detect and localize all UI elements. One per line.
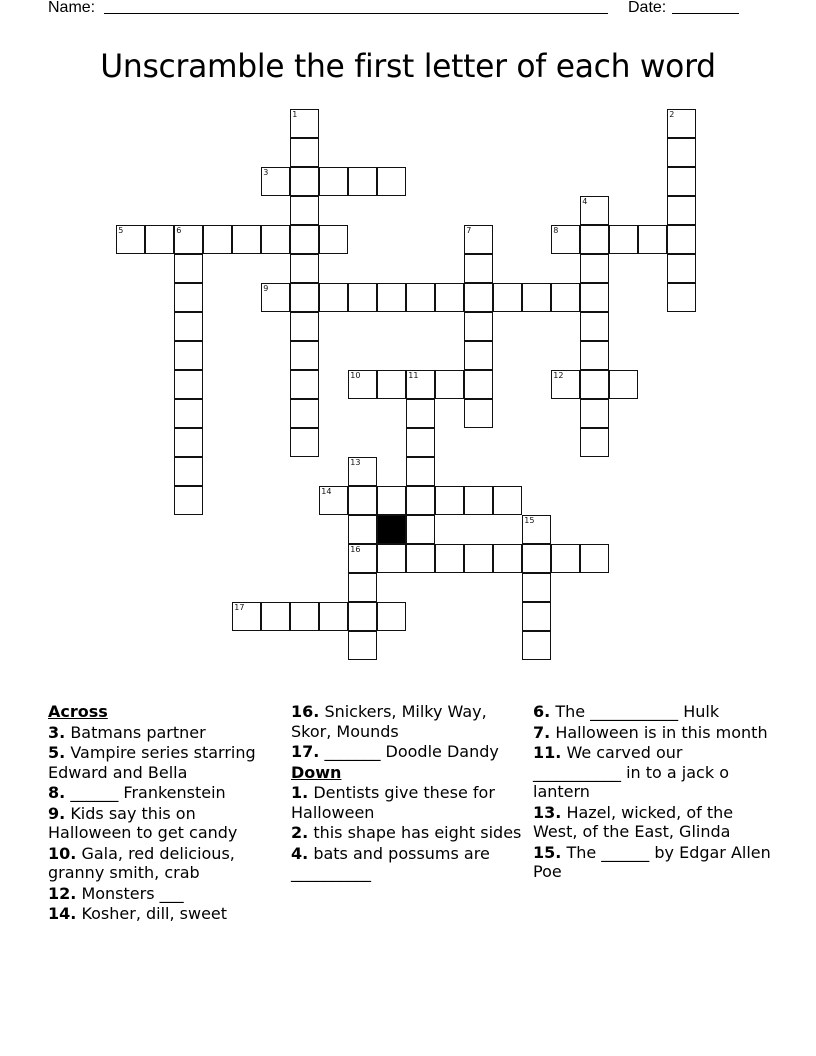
grid-cell[interactable] <box>232 225 261 254</box>
clue-text: _______ Doodle Dandy <box>324 742 499 761</box>
clue-number: 2 <box>669 110 675 120</box>
clue-number: 11. <box>533 743 562 762</box>
grid-cell[interactable] <box>464 341 493 370</box>
grid-cell[interactable] <box>348 370 377 399</box>
name-label: Name: <box>48 0 96 16</box>
grid-cell[interactable] <box>319 167 348 196</box>
grid-cell[interactable] <box>348 283 377 312</box>
clues-column-1 <box>48 702 284 925</box>
grid-cell[interactable] <box>319 486 348 515</box>
grid-cell[interactable] <box>406 486 435 515</box>
grid-cell[interactable] <box>435 544 464 573</box>
grid-cell[interactable] <box>580 428 609 457</box>
grid-cell[interactable] <box>522 573 551 602</box>
grid-cell[interactable] <box>580 283 609 312</box>
grid-cell[interactable] <box>406 283 435 312</box>
grid-cell[interactable] <box>348 457 377 486</box>
grid-cell[interactable] <box>464 312 493 341</box>
grid-cell[interactable] <box>174 457 203 486</box>
clue-number: 3 <box>263 168 269 178</box>
clue-item <box>291 844 527 883</box>
grid-cell[interactable] <box>522 602 551 631</box>
grid-cell[interactable] <box>290 370 319 399</box>
grid-cell[interactable] <box>290 167 319 196</box>
clue-number: 2. <box>291 823 309 842</box>
clue-number: 1. <box>291 783 309 802</box>
grid-cell[interactable] <box>377 167 406 196</box>
clue-item <box>48 804 284 843</box>
grid-cell[interactable] <box>174 399 203 428</box>
clue-text: Halloween is in this month <box>555 722 768 742</box>
grid-cell[interactable] <box>290 254 319 283</box>
clue-number: 17. <box>291 742 320 761</box>
clue-number: 9. <box>48 803 66 823</box>
grid-cell[interactable] <box>290 312 319 341</box>
grid-cell[interactable] <box>493 486 522 515</box>
clue-text: Monsters ___ <box>81 883 184 903</box>
clue-item <box>533 743 773 802</box>
clue-number: 14 <box>321 487 332 497</box>
clue-item <box>48 884 284 904</box>
clue-text: We carved our ___________ in to a jack o lantern <box>533 743 729 801</box>
grid-cell[interactable] <box>464 225 493 254</box>
grid-cell[interactable] <box>348 515 377 544</box>
clue-text: The ______ by Edgar Allen Poe <box>533 842 771 881</box>
clue-text: this shape has eight sides <box>313 823 522 842</box>
grid-cell[interactable] <box>145 225 174 254</box>
clue-text: Kosher, dill, sweet <box>81 904 228 923</box>
clue-number: 10. <box>48 843 77 863</box>
grid-cell[interactable] <box>580 399 609 428</box>
clue-item <box>533 723 773 743</box>
grid-cell[interactable] <box>290 399 319 428</box>
clue-text: The ___________ Hulk <box>555 702 720 721</box>
clue-number: 15 <box>524 516 535 526</box>
grid-cell[interactable] <box>261 283 290 312</box>
grid-cell[interactable] <box>290 196 319 225</box>
clue-text: Vampire series starring Edward and Bella <box>48 743 256 782</box>
grid-cell[interactable] <box>290 109 319 138</box>
clue-item <box>48 844 284 883</box>
grid-cell[interactable] <box>290 225 319 254</box>
grid-cell[interactable] <box>116 225 145 254</box>
grid-cell[interactable] <box>290 428 319 457</box>
grid-cell[interactable] <box>638 225 667 254</box>
grid-cell[interactable] <box>406 515 435 544</box>
grid-cell[interactable] <box>348 486 377 515</box>
clue-number: 17 <box>234 603 245 613</box>
clue-text: Hazel, wicked, of the West, of the East, Glinda <box>533 802 734 841</box>
clue-text: Kids say this on Halloween to get candy <box>48 803 238 842</box>
grid-cell[interactable] <box>464 399 493 428</box>
clue-number: 5 <box>118 226 124 236</box>
grid-cell[interactable] <box>174 370 203 399</box>
clue-number: 14. <box>48 904 77 923</box>
grid-cell[interactable] <box>174 254 203 283</box>
grid-cell[interactable] <box>435 486 464 515</box>
grid-cell[interactable] <box>290 138 319 167</box>
grid-cell[interactable] <box>667 283 696 312</box>
clue-number: 6. <box>533 702 551 721</box>
clue-item <box>291 783 527 822</box>
grid-cell[interactable] <box>464 254 493 283</box>
clue-item <box>48 783 284 803</box>
grid-cell[interactable] <box>348 631 377 660</box>
clue-number: 4 <box>582 197 588 207</box>
clue-number: 15. <box>533 842 562 862</box>
clue-item <box>533 702 773 722</box>
date-label: Date: <box>628 0 667 16</box>
clue-number: 7. <box>533 722 551 742</box>
grid-cell[interactable] <box>580 225 609 254</box>
grid-cell[interactable] <box>667 225 696 254</box>
grid-cell[interactable] <box>203 225 232 254</box>
grid-cell[interactable] <box>580 341 609 370</box>
grid-cell[interactable] <box>551 370 580 399</box>
grid-cell[interactable] <box>174 341 203 370</box>
grid-cell[interactable] <box>290 283 319 312</box>
grid-cell[interactable] <box>522 544 551 573</box>
grid-cell[interactable] <box>290 341 319 370</box>
grid-cell[interactable] <box>464 544 493 573</box>
grid-cell[interactable] <box>261 225 290 254</box>
clue-item <box>533 803 773 842</box>
grid-cell[interactable] <box>319 283 348 312</box>
grid-cell[interactable] <box>290 602 319 631</box>
grid-cell[interactable] <box>493 544 522 573</box>
clue-number: 3. <box>48 722 66 742</box>
grid-cell[interactable] <box>551 544 580 573</box>
grid-cell[interactable] <box>580 544 609 573</box>
black-cell <box>377 515 406 544</box>
clue-text: Gala, red delicious, granny smith, crab <box>48 843 235 882</box>
grid-cell[interactable] <box>522 283 551 312</box>
clue-number: 13. <box>533 802 562 822</box>
grid-cell[interactable] <box>551 225 580 254</box>
grid-cell[interactable] <box>319 602 348 631</box>
grid-cell[interactable] <box>348 573 377 602</box>
clue-item <box>291 823 527 843</box>
grid-cell[interactable] <box>406 399 435 428</box>
grid-cell[interactable] <box>580 312 609 341</box>
grid-cell[interactable] <box>348 544 377 573</box>
grid-cell[interactable] <box>261 602 290 631</box>
grid-cell[interactable] <box>667 196 696 225</box>
clue-text: Batmans partner <box>70 722 206 742</box>
grid-cell[interactable] <box>348 602 377 631</box>
across-heading: Across <box>48 702 108 721</box>
grid-cell[interactable] <box>377 602 406 631</box>
clue-text: ______ Frankenstein <box>70 783 226 802</box>
grid-cell[interactable] <box>464 370 493 399</box>
clue-item <box>291 742 527 762</box>
clue-number: 12. <box>48 883 77 903</box>
grid-cell[interactable] <box>406 544 435 573</box>
clue-number: 9 <box>263 284 269 294</box>
grid-cell[interactable] <box>464 283 493 312</box>
clue-number: 8. <box>48 783 66 802</box>
grid-cell[interactable] <box>435 283 464 312</box>
grid-cell[interactable] <box>174 428 203 457</box>
clue-number: 4. <box>291 843 309 863</box>
grid-cell[interactable] <box>493 283 522 312</box>
grid-cell[interactable] <box>261 167 290 196</box>
grid-cell[interactable] <box>667 167 696 196</box>
grid-cell[interactable] <box>174 486 203 515</box>
clue-number: 1 <box>292 110 298 120</box>
clue-item <box>48 743 284 782</box>
grid-cell[interactable] <box>174 225 203 254</box>
clue-item <box>48 723 284 743</box>
grid-cell[interactable] <box>377 283 406 312</box>
grid-cell[interactable] <box>174 312 203 341</box>
clue-number: 13 <box>350 458 361 468</box>
down-heading: Down <box>291 762 342 782</box>
clue-number: 5. <box>48 743 66 762</box>
grid-cell[interactable] <box>609 225 638 254</box>
grid-cell[interactable] <box>580 254 609 283</box>
grid-cell[interactable] <box>377 486 406 515</box>
clue-number: 10 <box>350 371 361 381</box>
clue-number: 8 <box>553 226 559 236</box>
grid-cell[interactable] <box>667 109 696 138</box>
grid-cell[interactable] <box>435 370 464 399</box>
clue-text: bats and possums are __________ <box>291 843 490 882</box>
grid-cell[interactable] <box>377 544 406 573</box>
clue-item <box>291 702 527 741</box>
grid-cell[interactable] <box>667 254 696 283</box>
clue-number: 11 <box>408 371 419 381</box>
grid-cell[interactable] <box>464 486 493 515</box>
grid-cell[interactable] <box>522 631 551 660</box>
clue-item <box>48 904 284 924</box>
clue-number: 12 <box>553 371 564 381</box>
grid-cell[interactable] <box>580 370 609 399</box>
clues-column-3 <box>533 702 773 883</box>
grid-cell[interactable] <box>348 167 377 196</box>
grid-cell[interactable] <box>406 428 435 457</box>
clue-number: 16. <box>291 702 320 721</box>
clue-text: Snickers, Milky Way, Skor, Mounds <box>291 702 487 741</box>
grid-cell[interactable] <box>406 370 435 399</box>
grid-cell[interactable] <box>232 602 261 631</box>
clue-text: Dentists give these for Halloween <box>291 783 495 822</box>
grid-cell[interactable] <box>580 196 609 225</box>
grid-cell[interactable] <box>174 283 203 312</box>
grid-cell[interactable] <box>377 370 406 399</box>
grid-cell[interactable] <box>551 283 580 312</box>
clue-number: 6 <box>176 226 182 236</box>
grid-cell[interactable] <box>319 225 348 254</box>
clue-number: 16 <box>350 545 361 555</box>
grid-cell[interactable] <box>609 370 638 399</box>
clues-column-2 <box>291 702 527 884</box>
grid-cell[interactable] <box>667 138 696 167</box>
clue-number: 7 <box>466 226 472 236</box>
grid-cell[interactable] <box>522 515 551 544</box>
grid-cell[interactable] <box>406 457 435 486</box>
page-title: Unscramble the first letter of each word <box>100 47 716 85</box>
clue-item <box>533 843 773 882</box>
